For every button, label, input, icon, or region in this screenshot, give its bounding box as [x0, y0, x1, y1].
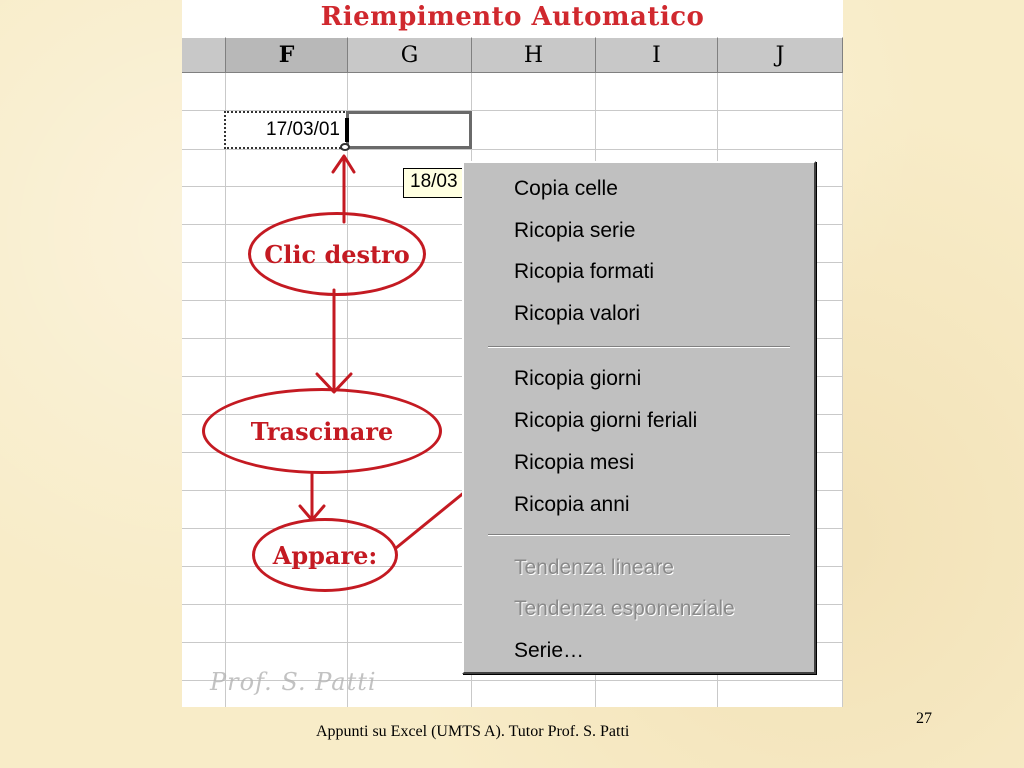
menu-separator [488, 534, 790, 536]
slide-footer: Appunti su Excel (UMTS A). Tutor Prof. S. Patti [316, 723, 630, 740]
menu-item-copia-celle[interactable]: Copia celle [514, 177, 618, 200]
column-header-f[interactable]: F [226, 37, 348, 73]
page-number: 27 [916, 710, 932, 727]
menu-item-ricopia-valori[interactable]: Ricopia valori [514, 302, 641, 325]
menu-item-tendenza-lineare: Tendenza lineare [514, 556, 674, 579]
annotation-appare [252, 518, 398, 592]
annotation-label: Trascinare [250, 416, 394, 446]
annotation-label: Appare: [272, 540, 378, 570]
column-header-h[interactable]: H [472, 37, 596, 73]
annotation-trascinare [202, 388, 442, 474]
column-header-i[interactable]: I [596, 37, 718, 73]
menu-separator [488, 346, 790, 348]
annotation-clic-destro [248, 212, 426, 296]
slide-title: Riempimento Automatico [320, 2, 705, 32]
annotation-label: Clic destro [264, 239, 410, 269]
column-header-j[interactable]: J [718, 37, 843, 73]
fill-tooltip: 18/03 [403, 168, 463, 198]
context-menu [462, 161, 816, 674]
menu-item-ricopia-giorni-feriali[interactable]: Ricopia giorni feriali [514, 409, 698, 432]
menu-item-ricopia-giorni[interactable]: Ricopia giorni [514, 367, 642, 390]
menu-item-ricopia-mesi[interactable]: Ricopia mesi [514, 451, 635, 474]
column-header-g[interactable]: G [348, 37, 472, 73]
spreadsheet-screenshot [182, 0, 843, 707]
menu-item-serie[interactable]: Serie… [514, 639, 585, 662]
menu-item-tendenza-esponenziale: Tendenza esponenziale [514, 597, 735, 620]
menu-item-ricopia-formati[interactable]: Ricopia formati [514, 260, 655, 283]
menu-item-ricopia-serie[interactable]: Ricopia serie [514, 219, 636, 242]
cell-value: 17/03/01 [266, 119, 340, 140]
author-watermark: Prof. S. Patti [210, 668, 377, 696]
menu-item-ricopia-anni[interactable]: Ricopia anni [514, 493, 630, 516]
